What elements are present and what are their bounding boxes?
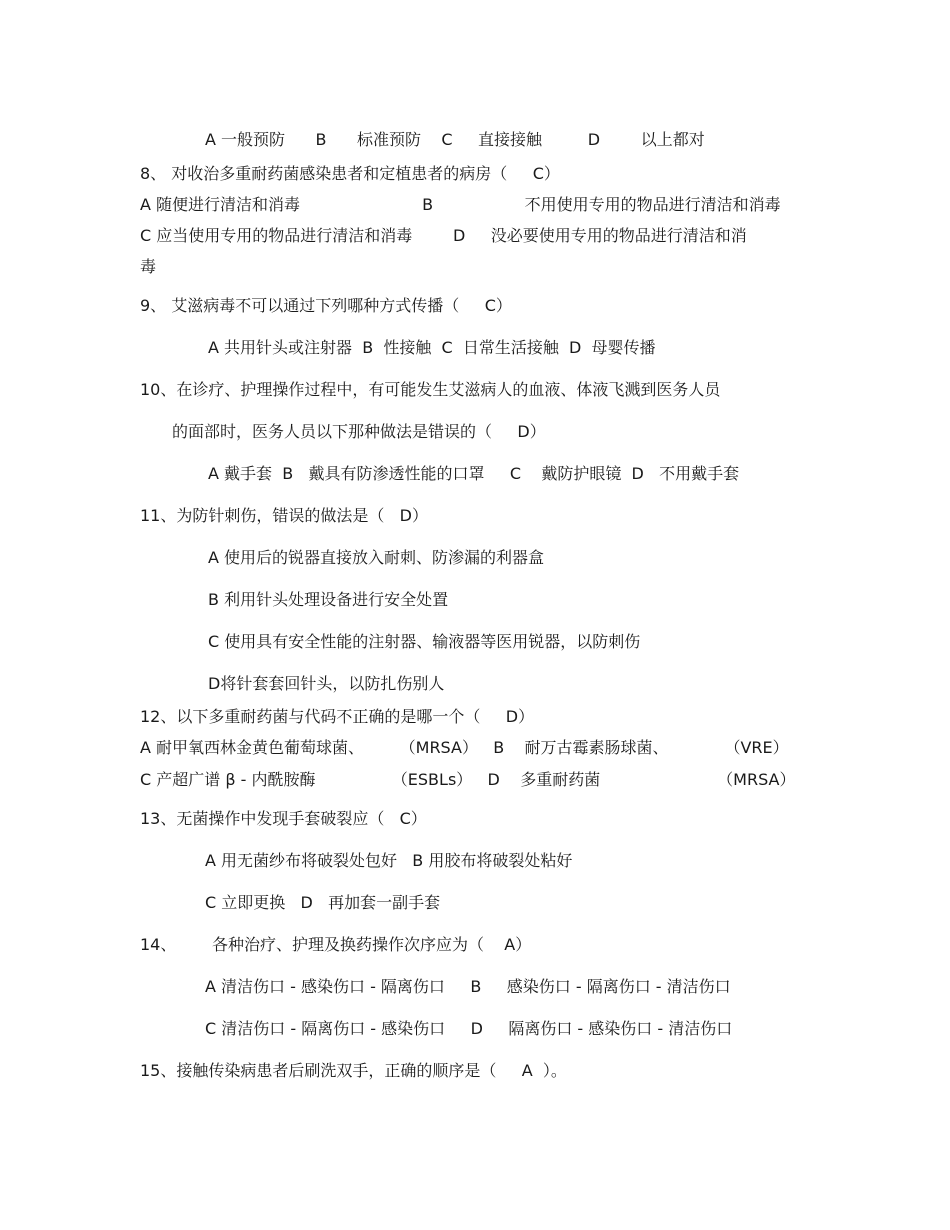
q11-option-a: A 使用后的锐器直接放入耐刺、防渗漏的利器盒 [208,548,545,567]
q11-question: 11、为防针刺伤，错误的做法是（ D） [140,506,428,525]
q13-options-cd: C 立即更换 D 再加套一副手套 [205,893,441,912]
q12-options-cd: C 产超广谱 β - 内酰胺酶 （ESBLs） D 多重耐药菌 （MRSA） [140,770,796,789]
q12-question: 12、以下多重耐药菌与代码不正确的是哪一个（ D） [140,707,535,726]
q10-question-wrap: 的面部时，医务人员以下那种做法是错误的（ D） [172,422,546,441]
q14-question: 14、 各种治疗、护理及换药操作次序应为（ A） [140,935,532,954]
q8-options-cd: C 应当使用专用的物品进行清洁和消毒 D 没必要使用专用的物品进行清洁和消 [140,226,747,245]
q8-question: 8、 对收治多重耐药菌感染患者和定植患者的病房（ C） [140,164,560,183]
q9-options: A 共用针头或注射器 B 性接触 C 日常生活接触 D 母婴传播 [208,338,656,357]
q8-options-cd-wrap: 毒 [140,257,157,276]
q10-options: A 戴手套 B 戴具有防渗透性能的口罩 C 戴防护眼镜 D 不用戴手套 [208,464,740,483]
q11-option-b: B 利用针头处理设备进行安全处置 [208,590,449,609]
q15-question: 15、接触传染病患者后刷洗双手，正确的顺序是（ A ）。 [140,1061,567,1080]
q9-question: 9、 艾滋病毒不可以通过下列哪种方式传播（ C） [140,296,512,315]
q11-option-d: D将针套套回针头，以防扎伤别人 [208,674,445,693]
q14-options-ab: A 清洁伤口 - 感染伤口 - 隔离伤口 B 感染伤口 - 隔离伤口 - 清洁伤口 [205,977,731,996]
q12-options-ab: A 耐甲氧西林金黄色葡萄球菌、 （MRSA） B 耐万古霉素肠球菌、 （VRE） [140,738,789,757]
q14-options-cd: C 清洁伤口 - 隔离伤口 - 感染伤口 D 隔离伤口 - 感染伤口 - 清洁伤口 [205,1019,733,1038]
q13-question: 13、无菌操作中发现手套破裂应（ C） [140,809,427,828]
q8-options-ab: A 随便进行清洁和消毒 B 不用使用专用的物品进行清洁和消毒 [140,195,781,214]
q7-options: A 一般预防 B 标准预防 C 直接接触 D 以上都对 [205,130,705,149]
q13-options-ab: A 用无菌纱布将破裂处包好 B 用胶布将破裂处粘好 [205,851,573,870]
q11-option-c: C 使用具有安全性能的注射器、输液器等医用锐器，以防刺伤 [208,632,641,651]
q10-question: 10、在诊疗、护理操作过程中，有可能发生艾滋病人的血液、体液飞溅到医务人员 [140,380,721,399]
